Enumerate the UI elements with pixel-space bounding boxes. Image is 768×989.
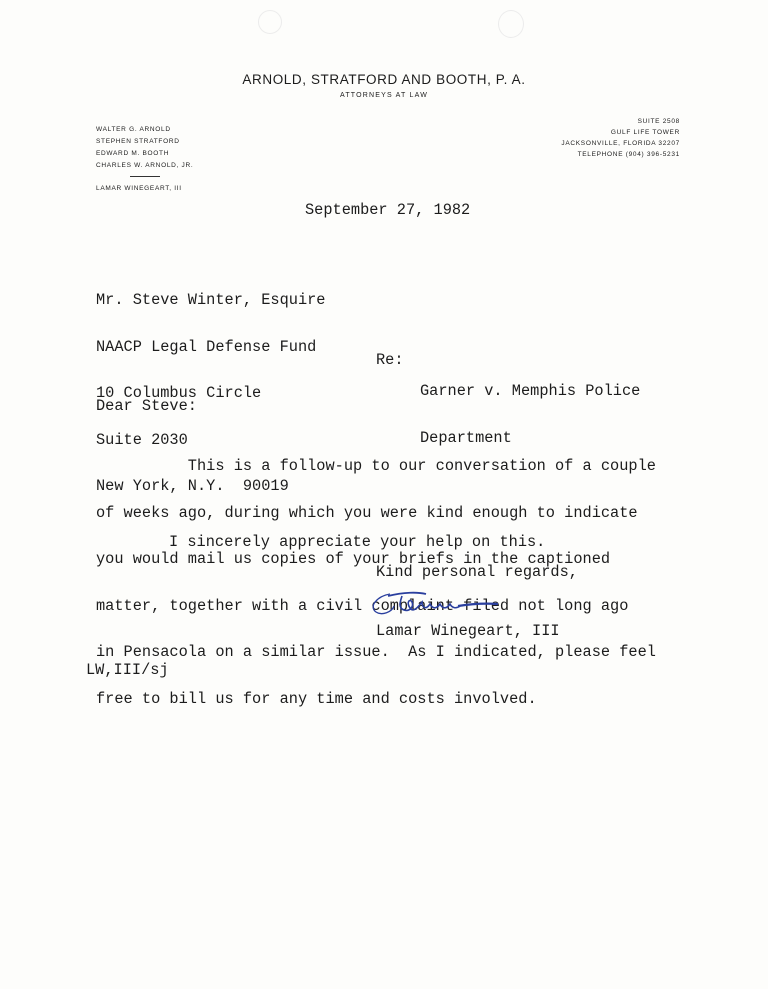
paragraph-line: you would mail us copies of your briefs in the captioned [96, 550, 611, 568]
re-line: Garner v. Memphis Police [420, 382, 641, 400]
signer-name: Lamar Winegeart, III [376, 622, 560, 640]
salutation: Dear Steve: [96, 397, 197, 415]
body-paragraph-2: I sincerely appreciate your help on this. [169, 533, 546, 551]
recipient-line: NAACP Legal Defense Fund [96, 337, 317, 356]
re-label: Re: [376, 351, 404, 369]
associate-name: LAMAR WINEGEART, III [96, 185, 182, 192]
partner-name: EDWARD M. BOOTH [96, 150, 170, 157]
paragraph-line: This is a follow-up to our conversation of a couple [96, 457, 656, 475]
partner-name: STEPHEN STRATFORD [96, 138, 180, 145]
firm-subtitle: ATTORNEYS AT LAW [339, 92, 429, 99]
signature-image [360, 584, 510, 624]
recipient-line: Suite 2030 [96, 430, 188, 449]
paragraph-line: free to bill us for any time and costs involved. [96, 689, 537, 708]
closing: Kind personal regards, [376, 563, 578, 581]
address-line: GULF LIFE TOWER [610, 129, 680, 136]
reference-initials: LW,III/sj [86, 661, 169, 679]
address-line: TELEPHONE (904) 396-5231 [577, 151, 680, 158]
firm-address [500, 116, 680, 160]
re-line: Department [420, 428, 512, 447]
partner-divider [130, 176, 160, 177]
letter-date: September 27, 1982 [305, 201, 471, 219]
faint-mark-left [258, 10, 282, 34]
address-line: SUITE 2508 [637, 118, 680, 125]
body-paragraph-1 [96, 428, 656, 738]
partner-name: CHARLES W. ARNOLD, JR. [96, 162, 194, 169]
paragraph-line: of weeks ago, during which you were kind enough to indicate [96, 503, 638, 522]
address-line: JACKSONVILLE, FLORIDA 32207 [561, 140, 680, 147]
paragraph-line: matter, together with a civil complaint filed not long ago [96, 596, 629, 615]
partner-name: WALTER G. ARNOLD [96, 126, 171, 133]
recipient-line: Mr. Steve Winter, Esquire [96, 291, 326, 309]
paragraph-line: in Pensacola on a similar issue. As I indicated, please feel [96, 643, 656, 661]
firm-name: ARNOLD, STRATFORD AND BOOTH, P. A. [242, 72, 526, 87]
recipient-line: 10 Columbus Circle [96, 384, 262, 402]
partner-list [96, 124, 193, 195]
recipient-line: New York, N.Y. 90019 [96, 477, 289, 495]
faint-mark-right [498, 10, 524, 38]
